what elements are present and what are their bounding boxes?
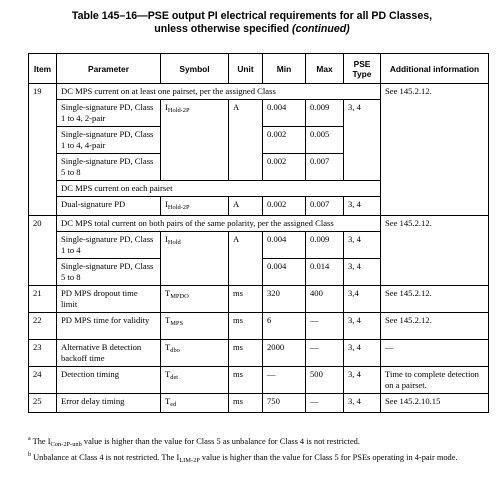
info-cell: See 145.2.12. [381,216,489,286]
item-cell: 23 [29,340,57,367]
info-cell: See 145.2.10.15 [381,394,489,413]
parameter-cell: Detection timing [57,367,161,394]
min-cell: 0.002 [263,127,306,154]
min-cell: 2000 [263,340,306,367]
type-cell: 3, 4 [344,313,381,340]
symbol-cell: $I_{Hold}$ [161,232,229,286]
type-cell: 3, 4 [344,367,381,394]
header-item: Item [29,54,57,84]
max-cell: 0.014 [306,259,344,286]
max-cell: 0.007 [306,197,344,216]
item-cell: 19 [29,84,57,216]
unit-cell: ms [229,286,263,313]
type-cell: 3, 4 [344,340,381,367]
max-cell: 0.009 [306,232,344,259]
info-cell: See 145.2.12. [381,313,489,340]
unit-cell: A [229,100,263,181]
header-max: Max [306,54,344,84]
info-cell: See 145.2.12. [381,286,489,313]
table-row [29,394,489,413]
parameter-cell: Alternative B detection backoff time [57,340,161,367]
parameter-cell: Single-signature PD, Class 1 to 4 [57,232,161,259]
parameter-cell: Dual-signature PD [57,197,161,216]
item-cell: 20 [29,216,57,286]
item-cell: 25 [29,394,57,413]
parameter-cell: Error delay timing [57,394,161,413]
header-unit: Unit [229,54,263,84]
caption-continued: (continued) [292,23,350,35]
table-row [29,340,489,367]
header-min: Min [263,54,306,84]
type-cell: 3, 4 [344,232,381,259]
parameter-cell: Single-signature PD, Class 1 to 4, 4-pair [57,127,161,154]
max-cell: 400 [306,286,344,313]
table-row [29,216,489,232]
parameter-cell: Single-signature PD, Class 5 to 8 [57,259,161,286]
max-cell: 0.007 [306,154,344,181]
table-row [29,367,489,394]
min-cell: 6 [263,313,306,340]
max-cell: — [306,340,344,367]
symbol-cell: $T_{MPS}$ [161,313,229,340]
symbol-cell: $T_{dbo}$ [161,340,229,367]
table-row [29,286,489,313]
min-cell: 0.004 [263,259,306,286]
symbol-cell: $T_{ed}$ [161,394,229,413]
max-cell: 0.005 [306,127,344,154]
min-cell: 320 [263,286,306,313]
unit-cell: ms [229,313,263,340]
symbol-cell: $I_{Hold-2P}$ [161,197,229,216]
info-cell: Time to complete detection on a pairset. [381,367,489,394]
type-cell: 3, 4 [344,100,381,181]
unit-cell: ms [229,394,263,413]
caption-text: unless otherwise specified [154,23,293,35]
header-symbol: Symbol [161,54,229,84]
item-cell: 24 [29,367,57,394]
min-cell: 0.002 [263,197,306,216]
unit-cell: A [229,232,263,286]
max-cell: 500 [306,367,344,394]
parameter-cell: PD MPS time for validity [57,313,161,340]
unit-cell: ms [229,340,263,367]
table-caption-line2 [0,23,504,36]
parameter-cell: PD MPS dropout time limit [57,286,161,313]
max-cell: — [306,313,344,340]
unit-cell: A [229,197,263,216]
type-cell: 3, 4 [344,394,381,413]
item-cell: 22 [29,313,57,340]
max-cell: 0.009 [306,100,344,127]
min-cell: 750 [263,394,306,413]
header-additional-info: Additional information [381,54,489,84]
symbol-cell: $T_{det}$ [161,367,229,394]
min-cell: 0.002 [263,154,306,181]
symbol-cell: $T_{MPDO}$ [161,286,229,313]
footnotes [28,434,490,466]
parameter-cell: Single-signature PD, Class 1 to 4, 2-pair [57,100,161,127]
header-row [29,54,489,84]
section-label: DC MPS current on each pairset [57,181,381,197]
footnote-a: $^a$ The $I_{Con-2P-unb}$ value is higher than the value for Class 5 as unbalance for Class 4 is not restricted. [28,436,360,448]
header-pse-type: PSE Type [344,54,381,84]
info-cell: — [381,340,489,367]
parameter-cell: Single-signature PD, Class 5 to 8 [57,154,161,181]
type-cell: 3, 4 [344,197,381,216]
max-cell: — [306,394,344,413]
footnote-b: $^b$ Unbalance at Class 4 is not restricted. The $I_{LIM-2P}$ value is higher than the value for Class 5 for PSEs operating in 4-pair mode. [28,451,458,464]
type-cell: 3, 4 [344,259,381,286]
section-label: DC MPS current on at least one pairset, per the assigned Class [57,84,381,100]
header-parameter: Parameter [57,54,161,84]
section-label: DC MPS total current on both pairs of the same polarity, per the assigned Class [57,216,381,232]
min-cell: 0.004 [263,100,306,127]
item-cell: 21 [29,286,57,313]
info-cell: See 145.2.12. [381,84,489,216]
min-cell: 0.004 [263,232,306,259]
table-caption-line1: Table 145–16—PSE output PI electrical requirements for all PD Classes, [71,10,433,22]
type-cell: 3,4 [344,286,381,313]
symbol-cell: $I_{Hold-2P}$ [161,100,229,181]
min-cell: — [263,367,306,394]
unit-cell: ms [229,367,263,394]
table-row [29,313,489,340]
table-row [29,84,489,100]
requirements-table [28,53,489,413]
